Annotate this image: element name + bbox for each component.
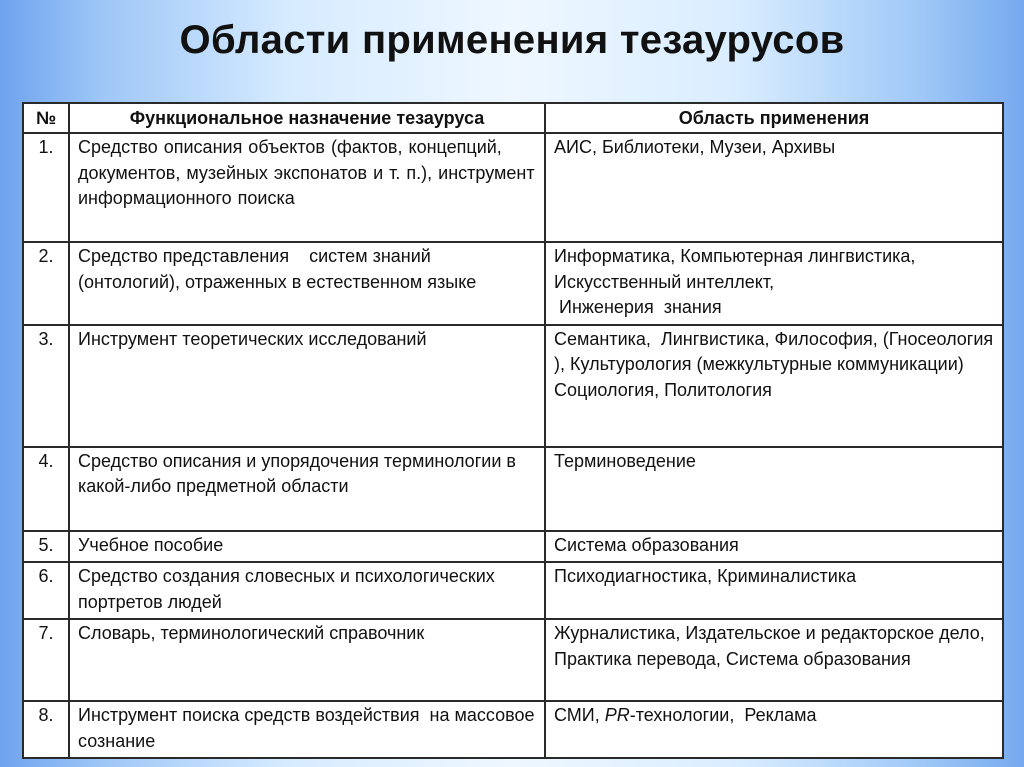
row-function: Средство представления систем знаний (онтологий), отраженных в естественном языке <box>69 242 545 325</box>
table-row <box>23 447 1003 531</box>
row-function: Средство создания словесных и психологических портретов людей <box>69 562 545 619</box>
row-number: 7. <box>23 619 69 701</box>
area-text-rest: -технологии, Реклама <box>629 705 817 725</box>
header-area: Область применения <box>545 103 1003 133</box>
page-title: Области применения тезаурусов <box>179 18 845 62</box>
row-function: Средство описания объектов (фактов, концепций, документов, музейных экспонатов и т. п.), инструмент информационного поиска <box>69 133 545 242</box>
table-row <box>23 562 1003 619</box>
area-text-pr: PR <box>604 705 630 725</box>
row-area: Система образования <box>545 531 1003 563</box>
table-row <box>23 701 1003 758</box>
row-area <box>545 701 1003 758</box>
row-area: Терминоведение <box>545 447 1003 531</box>
row-function: Словарь, терминологический справочник <box>69 619 545 701</box>
row-function: Инструмент поиска средств воздействия на массовое сознание <box>69 701 545 758</box>
row-number: 5. <box>23 531 69 563</box>
row-area: Психодиагностика, Криминалистика <box>545 562 1003 619</box>
row-area: Информатика, Компьютерная лингвистика, Искусственный интеллект, Инженерия знания <box>545 242 1003 325</box>
row-number: 4. <box>23 447 69 531</box>
header-function: Функциональное назначение тезауруса <box>69 103 545 133</box>
table-row <box>23 531 1003 563</box>
row-number: 3. <box>23 325 69 447</box>
area-text-smi: СМИ, <box>554 705 605 725</box>
header-number: № <box>23 103 69 133</box>
row-number: 1. <box>23 133 69 242</box>
thesaurus-table <box>22 102 1004 759</box>
row-number: 8. <box>23 701 69 758</box>
row-number: 6. <box>23 562 69 619</box>
table-row <box>23 325 1003 447</box>
row-function: Учебное пособие <box>69 531 545 563</box>
row-area: Журналистика, Издательское и редакторское дело, Практика перевода, Система образования <box>545 619 1003 701</box>
table-row <box>23 242 1003 325</box>
table-row <box>23 133 1003 242</box>
row-area: АИС, Библиотеки, Музеи, Архивы <box>545 133 1003 242</box>
row-number: 2. <box>23 242 69 325</box>
row-function: Инструмент теоретических исследований <box>69 325 545 447</box>
row-function: Средство описания и упорядочения терминологии в какой-либо предметной области <box>69 447 545 531</box>
table-header-row <box>23 103 1003 133</box>
row-area: Семантика, Лингвистика, Философия, (Гносеология ), Культурология (межкультурные коммуникации) Социология, Политология <box>545 325 1003 447</box>
table-row <box>23 619 1003 701</box>
